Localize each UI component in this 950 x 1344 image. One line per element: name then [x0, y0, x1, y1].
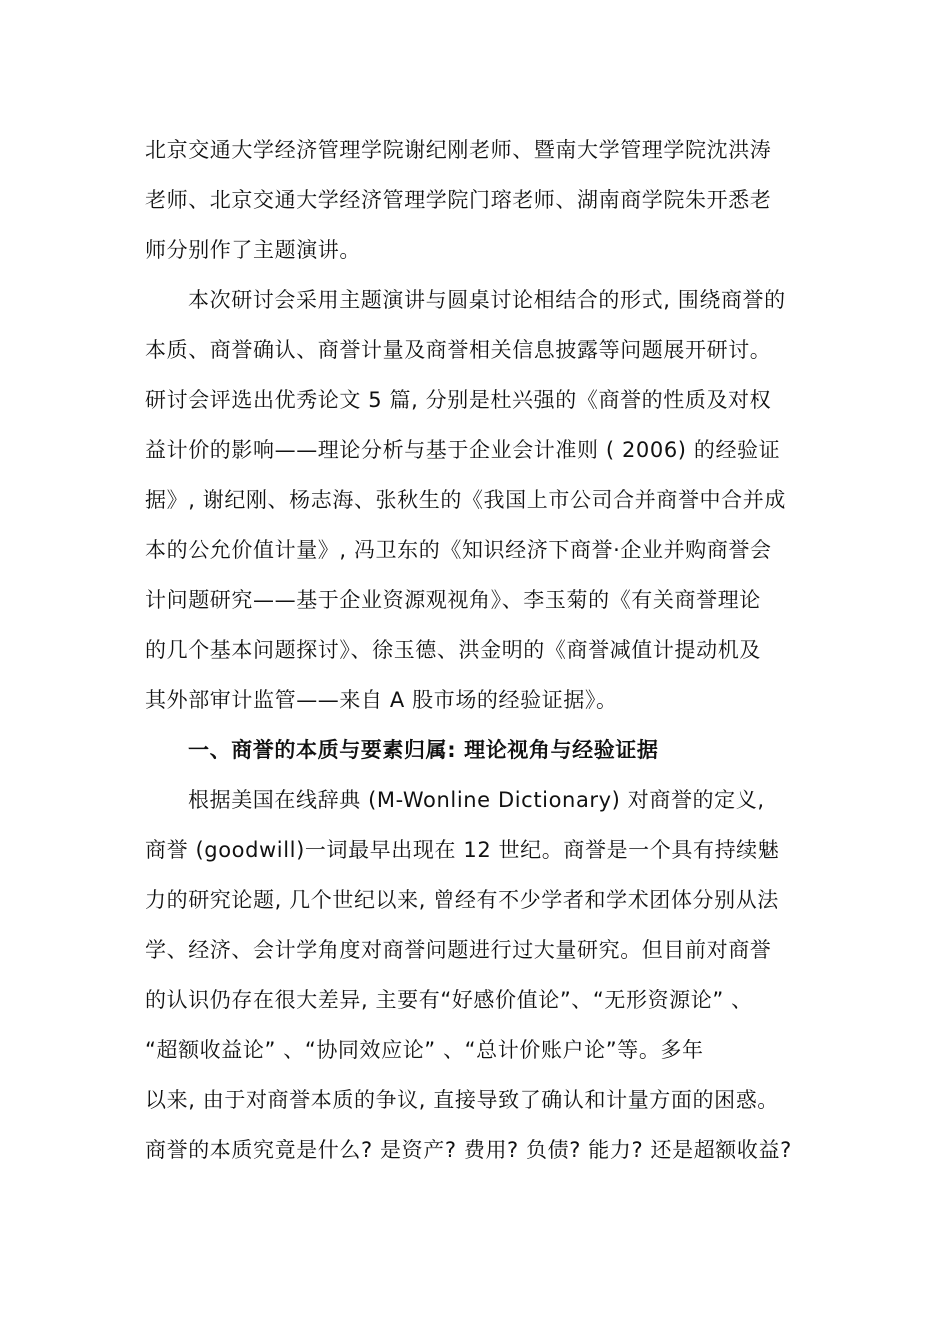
paragraph-line: 师分别作了主题演讲。	[145, 238, 361, 262]
paragraph-line: 的认识仍存在很大差异, 主要有“好感价值论”、“无形资源论” 、	[145, 988, 753, 1012]
paragraph-line: 学、经济、会计学角度对商誉问题进行过大量研究。但目前对商誉	[145, 938, 772, 962]
paragraph-line: 的几个基本问题探讨》、徐玉德、洪金明的《商誉减值计提动机及	[145, 638, 761, 662]
paragraph-line: 以来, 由于对商誉本质的争议, 直接导致了确认和计量方面的困惑。	[145, 1088, 779, 1112]
paragraph-line: 据》, 谢纪刚、杨志海、张秋生的《我国上市公司合并商誉中合并成	[145, 488, 786, 512]
paragraph-line: 其外部审计监管——来自 A 股市场的经验证据》。	[145, 688, 618, 712]
paragraph-line: 本的公允价值计量》, 冯卫东的《知识经济下商誉·企业并购商誉会	[145, 538, 772, 562]
paragraph-line: 商誉的本质究竟是什么? 是资产? 费用? 负债? 能力? 还是超额收益?	[145, 1138, 792, 1162]
paragraph-line: 本次研讨会采用主题演讲与圆桌讨论相结合的形式, 围绕商誉的	[188, 288, 786, 312]
paragraph-line: “超额收益论” 、“协同效应论” 、“总计价账户论”等。多年	[145, 1038, 704, 1062]
paragraph-line: 老师、北京交通大学经济管理学院门瑢老师、湖南商学院朱开悉老	[145, 188, 772, 212]
section-heading: 一、商誉的本质与要素归属: 理论视角与经验证据	[188, 738, 659, 762]
paragraph-line: 本质、商誉确认、商誉计量及商誉相关信息披露等问题展开研讨。	[145, 338, 772, 362]
paragraph-line: 根据美国在线辞典 (M-Wonline Dictionary) 对商誉的定义,	[188, 788, 765, 812]
paragraph-line: 计问题研究——基于企业资源观视角》、李玉菊的《有关商誉理论	[145, 588, 761, 612]
paragraph-line: 北京交通大学经济管理学院谢纪刚老师、暨南大学管理学院沈洪涛	[145, 138, 772, 162]
paragraph-line: 力的研究论题, 几个世纪以来, 曾经有不少学者和学术团体分别从法	[145, 888, 779, 912]
paragraph-line: 益计价的影响——理论分析与基于企业会计准则 ( 2006) 的经验证	[145, 438, 781, 462]
paragraph-line: 商誉 (goodwill)一词最早出现在 12 世纪。商誉是一个具有持续魅	[145, 838, 780, 862]
paragraph-line: 研讨会评选出优秀论文 5 篇, 分别是杜兴强的《商誉的性质及对权	[145, 388, 772, 412]
